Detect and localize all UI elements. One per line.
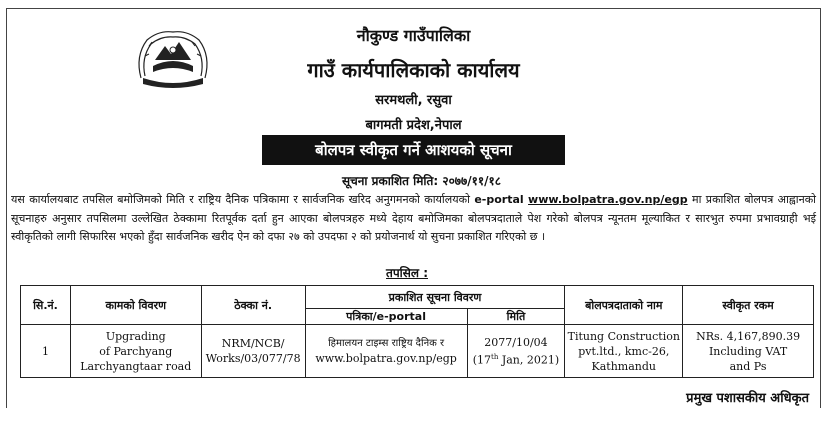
date-line (468, 350, 565, 368)
work-line: of Parchyang (99, 344, 173, 358)
notice-body (11, 191, 816, 247)
province-name: बागमती प्रदेश,नेपाल (365, 118, 462, 133)
cell-bidder (565, 325, 683, 378)
eportal-label: e-portal (474, 193, 524, 206)
date-open: (17 (472, 353, 492, 367)
work-line: Upgrading (105, 329, 166, 343)
bidder-line: Titung Construction (567, 329, 680, 343)
table-row (21, 325, 814, 378)
amount-line: NRs. 4,167,890.39 (696, 329, 801, 343)
newspaper-line: www.bolpatra.gov.np/egp (315, 352, 457, 365)
col-header-bidder: बोलपत्रदाताको नाम (565, 286, 683, 325)
col-header-date: मिति (467, 309, 565, 325)
egp-url-link[interactable]: www.bolpatra.gov.np/egp (528, 193, 688, 206)
body-text-end: मा प्रकाशित बोलपत्र आह्वानको सूचनाहरु अनुसार तपसिलमा उल्लेखित ठेक्कामा रितपूर्वक दर्ता हुन आएका बोलपत्रहरु मध्ये देहाय बमोजिमका बोलपत्रदाताले पेश गरेको बोलपत्र न्यूनतम मूल्याकित र सारभुत रुपमा प्रभावग्राही भई स्वीकृतिको लागी सिफारिस भएको हुँदा सार्वजनिक खरीद ऐन को दफा २७ को उपदफा २ को प्रयोजनार्थ यो सुचना प्रकाशित गरिएको छ । (11, 193, 816, 243)
col-header-contract: ठेक्का नं. (201, 286, 305, 325)
bidder-line: pvt.ltd., kmc-26, (578, 344, 670, 358)
municipality-name: नौकुण्ड गाउँपालिका (356, 26, 471, 45)
publication-date: सूचना प्रकाशित मिति: २०७७/११/१८ (342, 174, 502, 188)
cell-amount (683, 325, 814, 378)
newspaper-line: हिमालयन टाइम्स राष्ट्रिय दैनिक र (328, 338, 445, 349)
amount-line: Including VAT (708, 344, 788, 358)
cell-newspaper (305, 325, 467, 378)
amount-line: and Ps (729, 359, 767, 373)
tapsil-heading: तपसिल : (386, 266, 428, 280)
notice-title-banner: बोलपत्र स्वीकृत गर्ने आशयको सूचना (262, 135, 565, 165)
date-line: 2077/10/04 (484, 335, 548, 349)
date-rest: Jan, 2021) (498, 353, 560, 367)
office-name: गाउँ कार्यपालिकाको कार्यालय (307, 58, 520, 82)
cell-date (467, 325, 565, 378)
date-sup: th (491, 352, 499, 361)
office-location: सरमथली, रसुवा (375, 93, 452, 108)
col-header-amount: स्वीकृत रकम (683, 286, 814, 325)
col-header-newspaper: पत्रिका/e-portal (305, 309, 467, 325)
col-header-sn: सि.नं. (21, 286, 71, 325)
col-header-published: प्रकाशित सूचना विवरण (305, 286, 565, 309)
signature-title: प्रमुख पशासकीय अधिकृत (686, 391, 809, 406)
bidder-line: Kathmandu (591, 359, 657, 373)
work-line: Larchyangtaar road (80, 359, 192, 373)
body-text-start: यस कार्यालयबाट तपसिल बमोजिमको मिति र राष्ट्रिय दैनिक पत्रिकामा र सार्वजनिक खरिद अनुगमनको कार्यालयको (11, 193, 475, 206)
col-header-work: कामको विवरण (70, 286, 201, 325)
award-table (20, 285, 814, 378)
contract-line: NRM/NCB/ (221, 337, 285, 350)
cell-sn: 1 (21, 325, 71, 378)
cell-work (70, 325, 201, 378)
cell-contract (201, 325, 305, 378)
contract-line: Works/03/077/78 (205, 352, 301, 365)
